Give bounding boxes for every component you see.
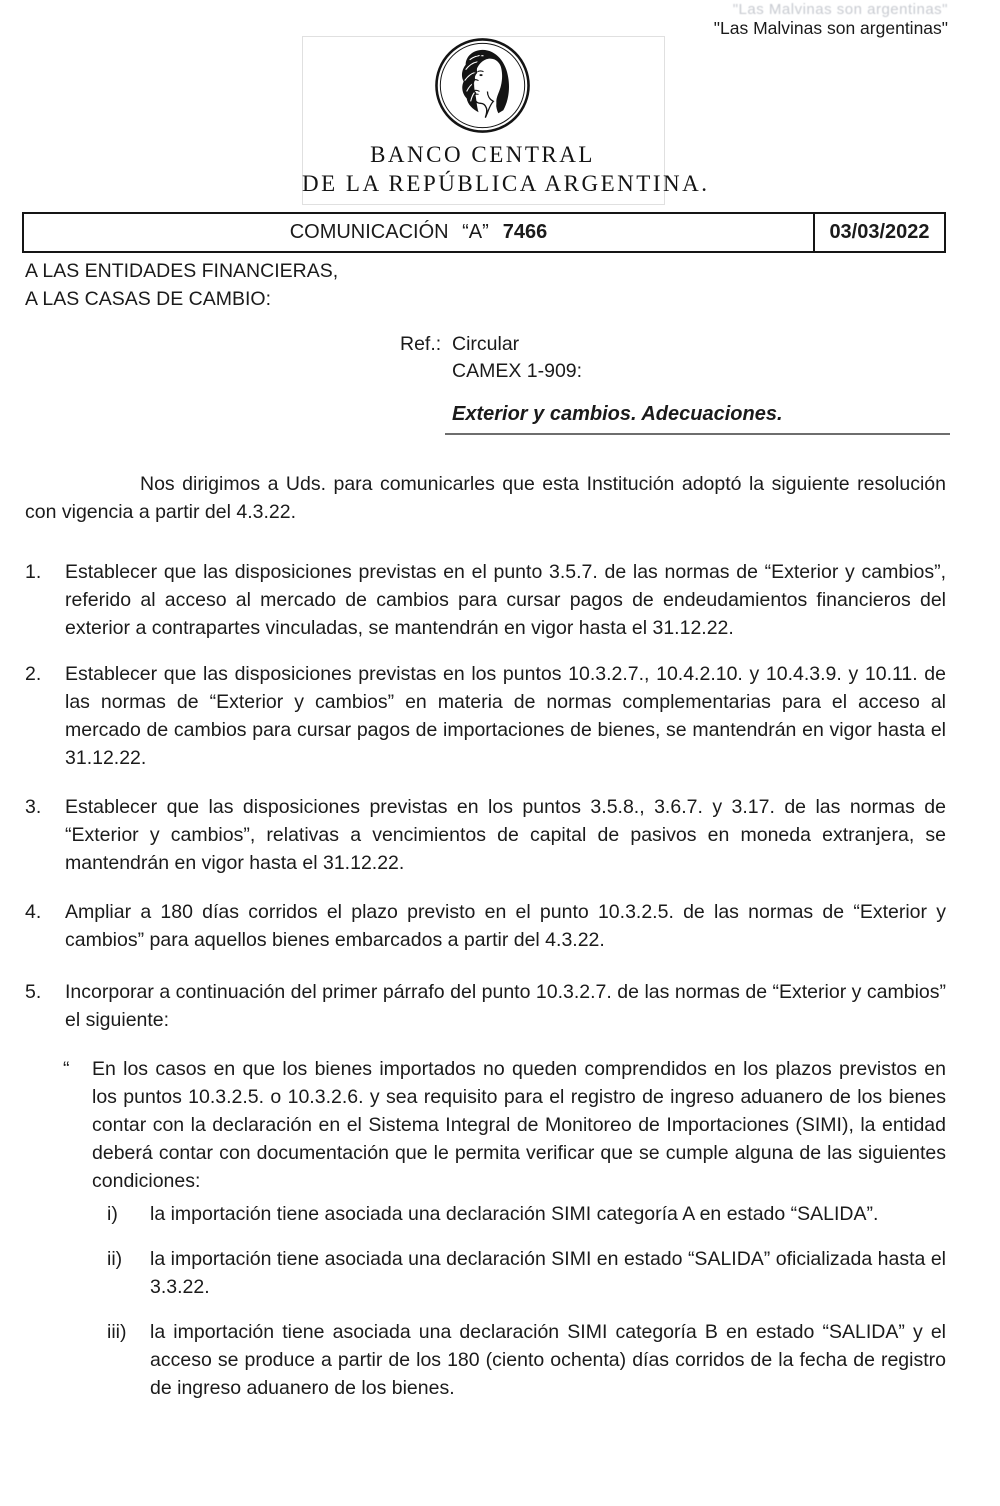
list-item-5 (25, 978, 946, 1034)
sub-item-text: la importación tiene asociada una declaración SIMI en estado “SALIDA” oficializada hasta el 3.3.22. (150, 1248, 946, 1298)
list-item-number: 4. (25, 901, 42, 923)
addressees (25, 257, 338, 313)
sub-item-text: la importación tiene asociada una declaración SIMI categoría A en estado “SALIDA”. (150, 1203, 879, 1225)
sub-item-marker: i) (107, 1203, 118, 1225)
list-item-text: Establecer que las disposiciones previstas en el punto 3.5.7. de las normas de “Exterior y cambios”, referido al acceso al mercado de cambios para cursar pagos de endeudamientos financieros del exterior a contrapartes vinculadas, se mantendrán en vigor hasta el 31.12.22. (65, 561, 946, 639)
reference-subject: Exterior y cambios. Adecuaciones. (452, 403, 783, 425)
list-item-text: Incorporar a continuación del primer párrafo del punto 10.3.2.7. de las normas de “Exterior y cambios” el siguiente: (65, 981, 946, 1031)
watermark-text: "Las Malvinas son argentinas" (713, 18, 948, 38)
sub-item-i (25, 1200, 946, 1228)
list-item-3 (25, 793, 946, 877)
watermark (714, 1, 948, 38)
list-item-text: Ampliar a 180 días corridos el plazo previsto en el punto 10.3.2.5. de las normas de “Exterior y cambios” para aquellos bienes embarcados a partir del 4.3.22. (65, 901, 946, 951)
intro-paragraph: Nos dirigimos a Uds. para comunicarles que esta Institución adoptó la siguiente resolución con vigencia a partir del 4.3.22. (25, 473, 946, 523)
bcra-liberty-head-seal-icon (433, 36, 532, 135)
reference-circular: Circular (452, 333, 520, 355)
quoted-paragraph (25, 1055, 946, 1195)
communication-number: 7466 (502, 221, 548, 243)
bank-name-line2: DE LA REPÚBLICA ARGENTINA. (302, 171, 710, 196)
sub-item-iii (25, 1318, 946, 1402)
watermark-ghost-text: "Las Malvinas son argentinas" (732, 1, 948, 18)
letterhead (302, 36, 710, 197)
sub-item-ii (25, 1245, 946, 1301)
reference-label: Ref.: (400, 333, 442, 355)
list-item-number: 1. (25, 561, 42, 583)
reference-block (400, 331, 783, 428)
communication-header-box (22, 212, 946, 253)
sub-item-marker: iii) (107, 1321, 127, 1343)
list-item-text: Establecer que las disposiciones previstas en los puntos 3.5.8., 3.6.7. y 3.17. de las normas de “Exterior y cambios”, relativas a vencimientos de capital de pasivos en moneda extranjera, se mantendrán en vigor hasta el 31.12.22. (65, 796, 946, 874)
list-item-number: 5. (25, 981, 42, 1003)
communication-label: COMUNICACIÓN “A” (289, 221, 489, 243)
reference-underline (445, 433, 950, 435)
bank-name-line1: BANCO CENTRAL (370, 142, 595, 167)
document-body (25, 470, 946, 1402)
reference-code: CAMEX 1-909: (452, 360, 583, 382)
quote-mark: “ (63, 1058, 70, 1080)
communication-title (24, 214, 813, 251)
communication-date: 03/03/2022 (813, 214, 944, 251)
sub-item-text: la importación tiene asociada una declaración SIMI categoría B en estado “SALIDA” y el acceso se produce a partir de los 180 (ciento ochenta) días corridos de la fecha de registro de ingreso aduanero de los bienes. (150, 1321, 946, 1399)
list-item-4 (25, 898, 946, 954)
list-item-number: 3. (25, 796, 42, 818)
list-item-number: 2. (25, 663, 42, 685)
list-item-text: Establecer que las disposiciones previstas en los puntos 10.3.2.7., 10.4.2.10. y 10.4.3.9. y 10.11. de las normas de “Exterior y cambios” en materia de normas complementarias para el acceso al mercado de cambios para cursar pagos de importaciones de bienes, se mantendrán en vigor hasta el 31.12.22. (65, 663, 946, 769)
addressee-line: A LAS ENTIDADES FINANCIERAS, (25, 260, 339, 282)
addressee-line: A LAS CASAS DE CAMBIO: (25, 288, 271, 310)
list-item-2 (25, 660, 946, 772)
list-item-1 (25, 558, 946, 642)
quote-text: En los casos en que los bienes importados no queden comprendidos en los plazos previstos en los puntos 10.3.2.5. o 10.3.2.6. y sea requisito para el registro de ingreso aduanero de los bienes contar con la declaración en el Sistema Integral de Monitoreo de Importaciones (SIMI), la entidad deberá contar con documentación que le permita verificar que se cumple alguna de las siguientes condiciones: (92, 1058, 946, 1192)
sub-item-marker: ii) (107, 1248, 123, 1270)
